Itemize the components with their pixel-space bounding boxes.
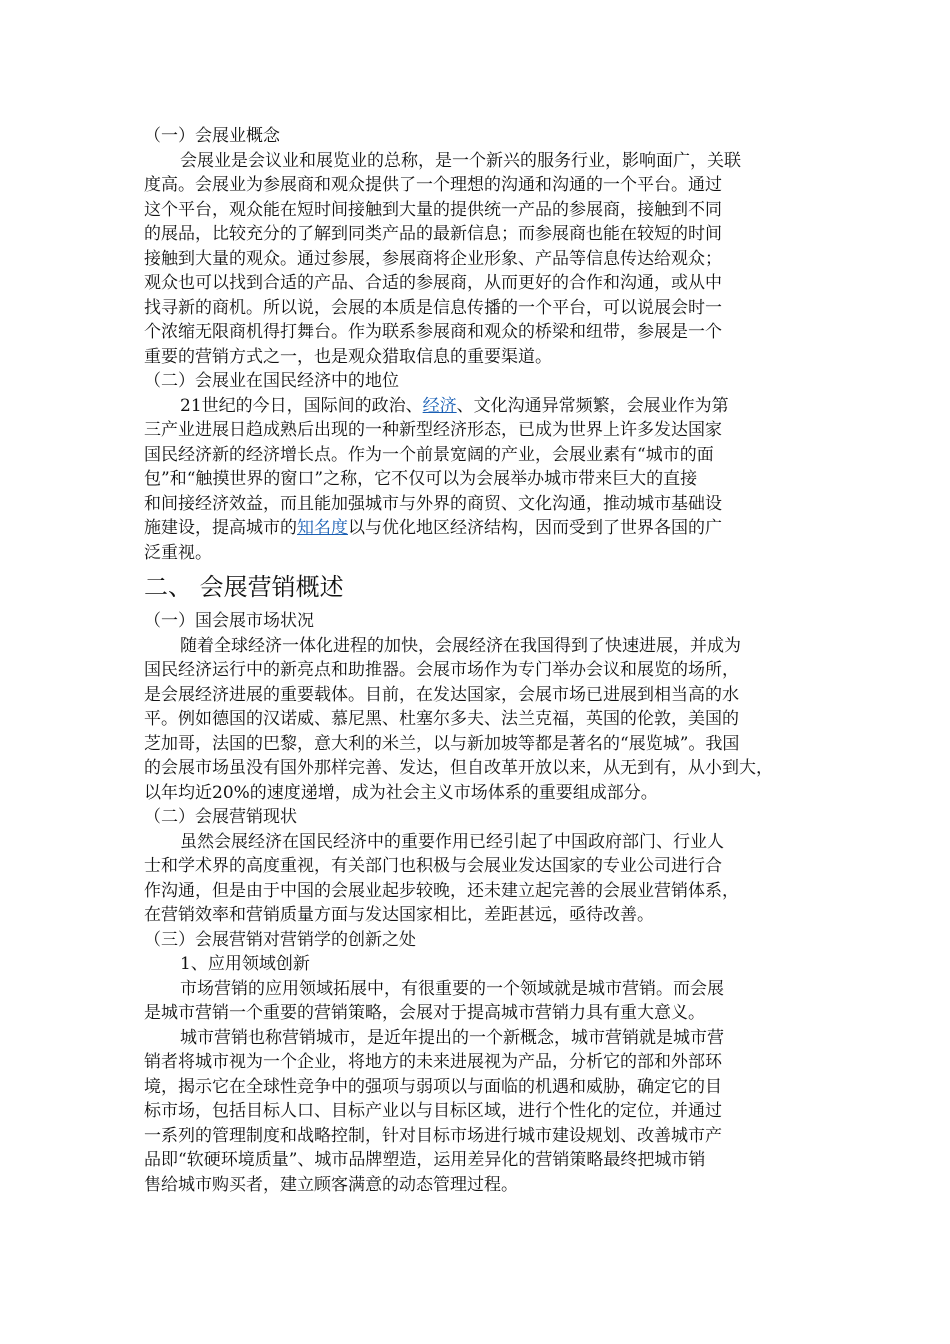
paragraph-line: 施建设，提高城市的知名度以与优化地区经济结构，因而受到了世界各国的广 — [144, 518, 722, 538]
subheading-text: （三）会展营销对营销学的创新之处 — [144, 929, 416, 950]
hyperlink[interactable]: 经济 — [422, 395, 457, 416]
subheading-text: （一）国会展市场状况 — [144, 611, 314, 631]
paragraph — [144, 149, 808, 370]
paragraph-line: 这个平台，观众能在短时间接触到大量的提供统一产品的参展商，接触到不同 — [144, 199, 722, 220]
paragraph-line: 虽然会展经济在国民经济中的重要作用已经引起了中国政府部门、行业人 — [180, 831, 724, 852]
paragraph-line: 找寻新的商机。所以说，会展的本质是信息传播的一个平台，可以说展会时一 — [144, 297, 722, 318]
paragraph-line: 品即“软硬环境质量”、城市品牌塑造，运用差异化的营销策略最终把城市销 — [144, 1150, 706, 1170]
paragraph — [144, 830, 808, 928]
paragraph-line: 一系列的管理制度和战略控制，针对目标市场进行城市建设规划、改善城市产 — [144, 1125, 722, 1146]
subheading — [144, 805, 808, 830]
paragraph-line: 个浓缩无限商机得打舞台。作为联系参展商和观众的桥梁和纽带，参展是一个 — [144, 322, 722, 342]
hyperlink[interactable]: 知名度 — [297, 518, 348, 538]
paragraph-line: 售给城市购买者，建立顾客满意的动态管理过程。 — [144, 1174, 518, 1195]
paragraph-line: 是会展经济进展的重要载体。目前，在发达国家，会展市场已进展到相当高的水 — [144, 684, 739, 705]
paragraph-line: 平。例如德国的汉诺威、慕尼黑、杜塞尔多夫、法兰克福，英国的伦敦，美国的 — [144, 709, 739, 729]
paragraph — [144, 634, 808, 806]
paragraph-line: 国民经济新的经济增长点。作为一个前景宽阔的产业，会展业素有“城市的面 — [144, 444, 714, 465]
paragraph-line: 销者将城市视为一个企业，将地方的未来进展视为产品，分析它的部和外部环 — [144, 1052, 722, 1072]
paragraph-line: 和间接经济效益，而且能加强城市与外界的商贸、文化沟通，推动城市基础设 — [144, 493, 722, 514]
paragraph-line: 作沟通，但是由于中国的会展业起步较晚，还未建立起完善的会展业营销体系， — [144, 880, 739, 901]
paragraph-line: 国民经济运行中的新亮点和助推器。会展市场作为专门举办会议和展览的场所， — [144, 660, 739, 680]
paragraph-line: 以年均近20%的速度递增，成为社会主义市场体系的重要组成部分。 — [144, 782, 658, 803]
subheading — [144, 369, 808, 394]
paragraph-line: 重要的营销方式之一，也是观众猎取信息的重要渠道。 — [144, 346, 552, 367]
paragraph-line: 在营销效率和营销质量方面与发达国家相比，差距甚远，亟待改善。 — [144, 905, 654, 925]
paragraph-line: 士和学术界的高度重视，有关部门也积极与会展业发达国家的专业公司进行合 — [144, 856, 722, 876]
subheading-text: （二）会展营销现状 — [144, 807, 297, 827]
paragraph-line: 标市场，包括目标人口、目标产业以与目标区域，进行个性化的定位，并通过 — [144, 1101, 722, 1121]
paragraph-line: 境，揭示它在全球性竞争中的强项与弱项以与面临的机遇和威胁，确定它的目 — [144, 1076, 722, 1097]
subheading — [144, 952, 808, 977]
paragraph-line: 观众也可以找到合适的产品、合适的参展商，从而更好的合作和沟通，或从中 — [144, 273, 722, 293]
paragraph — [144, 394, 808, 566]
paragraph-line: 会展业是会议业和展览业的总称，是一个新兴的服务行业，影响面广，关联 — [180, 150, 741, 171]
paragraph-line: 芝加哥，法国的巴黎，意大利的米兰，以与新加坡等都是著名的“展览城”。我国 — [144, 733, 740, 754]
subheading — [144, 609, 808, 634]
paragraph-line: 接触到大量的观众。通过参展，参展商将企业形象、产品等信息传达给观众； — [144, 248, 722, 269]
paragraph-line: 包”和“触摸世界的窗口”之称，它不仅可以为会展举办城市带来巨大的直接 — [144, 469, 698, 489]
paragraph-line: 的展品，比较充分的了解到同类产品的最新信息；而参展商也能在较短的时间 — [144, 224, 722, 244]
subheading — [144, 928, 808, 953]
paragraph — [144, 1026, 808, 1198]
paragraph — [144, 977, 808, 1026]
subheading-text: （一）会展业概念 — [144, 126, 280, 146]
paragraph-line: 泛重视。 — [144, 542, 212, 563]
paragraph-line: 21世纪的今日，国际间的政治、经济、文化沟通异常频繁，会展业作为第 — [180, 395, 729, 416]
paragraph-line: 是城市营销一个重要的营销策略，会展对于提高城市营销力具有重大意义。 — [144, 1003, 705, 1023]
paragraph-line: 度高。会展业为参展商和观众提供了一个理想的沟通和沟通的一个平台。通过 — [144, 175, 722, 195]
section-heading: 二、 会展营销概述 — [144, 573, 344, 601]
paragraph-line: 市场营销的应用领域拓展中，有很重要的一个领域就是城市营销。而会展 — [180, 978, 724, 999]
subheading-text: （二）会展业在国民经济中的地位 — [144, 371, 399, 391]
paragraph-line: 城市营销也称营销城市，是近年提出的一个新概念，城市营销就是城市营 — [180, 1027, 724, 1048]
document-page — [144, 124, 808, 1197]
subheading — [144, 124, 808, 149]
paragraph-line: 的会展市场虽没有国外那样完善、发达，但自改革开放以来，从无到有，从小到大， — [144, 758, 773, 778]
paragraph-line: 三产业进展日趋成熟后出现的一种新型经济形态，已成为世界上许多发达国家 — [144, 420, 722, 440]
subheading-text: 1、应用领域创新 — [180, 954, 310, 974]
paragraph-line: 随着全球经济一体化进程的加快，会展经济在我国得到了快速进展，并成为 — [180, 635, 741, 656]
